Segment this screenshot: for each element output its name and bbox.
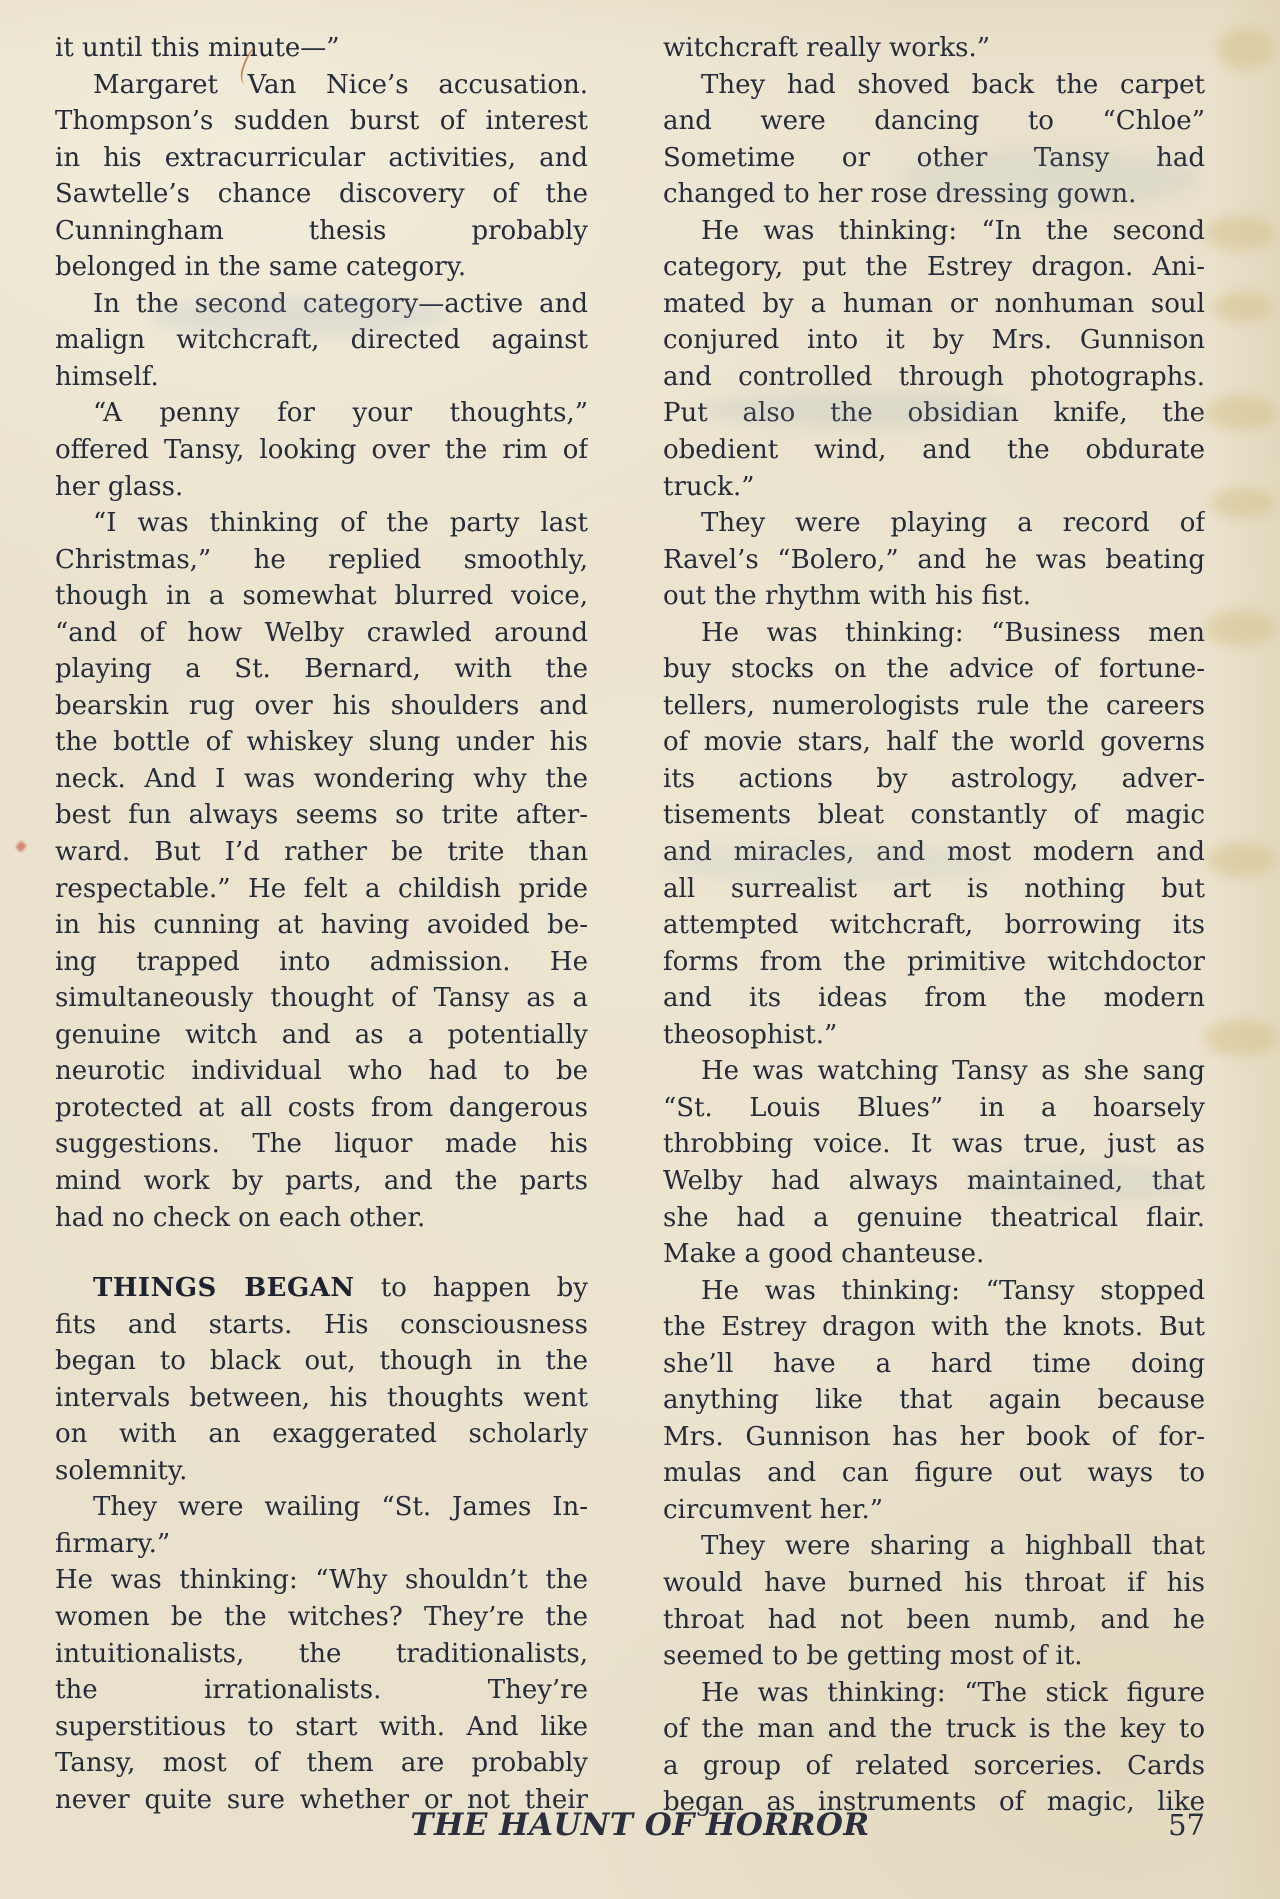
text-line: Sawtelle’s chance discovery of the <box>55 179 588 210</box>
text-line: and were dancing to “Chloe” <box>663 106 1205 137</box>
text-line: witchcraft really works.” <box>663 33 991 63</box>
text-line: They were sharing a highball that <box>701 1531 1205 1562</box>
text-line: “and of how Welby crawled around <box>55 617 588 648</box>
text-line: He was thinking: “Business men <box>701 617 1205 648</box>
text-line: throbbing voice. It was true, just as <box>663 1129 1205 1160</box>
text-line: He was watching Tansy as she sang <box>701 1056 1205 1087</box>
text-line: He was thinking: “In the second <box>701 215 1205 246</box>
text-line: offered Tansy, looking over the rim of <box>55 435 588 466</box>
text-line: Welby had always maintained, that <box>663 1165 1205 1196</box>
bleedthrough-spot <box>1207 843 1275 877</box>
text-line: He was thinking: “The stick figure <box>701 1677 1205 1708</box>
text-line: firmary.” <box>55 1528 171 1559</box>
text-line: Thompson’s sudden burst of interest <box>55 106 588 137</box>
text-line: belonged in the same category. <box>55 252 467 283</box>
text-line: respectable.” He felt a childish pride <box>55 873 588 904</box>
text-line: suggestions. The liquor made his <box>55 1129 588 1160</box>
text-line: himself. <box>55 361 159 392</box>
text-line: Tansy, most of them are probably <box>55 1748 588 1779</box>
page-number: 57 <box>1168 1808 1205 1842</box>
red-ink-mark <box>15 840 27 852</box>
text-line: began to black out, though in the <box>55 1346 588 1377</box>
text-line: tellers, numerologists rule the careers <box>663 690 1205 721</box>
text-line: category, put the Estrey dragon. Ani- <box>663 252 1205 283</box>
text-line: He was thinking: “Tansy stopped <box>701 1275 1205 1306</box>
text-line: tisements bleat constantly of magic <box>663 800 1205 831</box>
text-line: the irrationalists. They’re <box>55 1675 588 1706</box>
bleedthrough-spot <box>1205 216 1275 250</box>
text-line: she had a genuine theatrical flair. <box>663 1202 1205 1233</box>
text-line: of movie stars, half the world governs <box>663 727 1205 758</box>
text-line: in his cunning at having avoided be- <box>55 910 588 941</box>
bleedthrough-spot <box>1211 488 1275 518</box>
text-line: Margaret Van Nice’s accusation. <box>93 69 588 100</box>
text-line: had no check on each other. <box>55 1202 426 1233</box>
text-line: THINGS BEGAN to happen by <box>93 1273 588 1304</box>
text-line: changed to her rose dressing gown. <box>663 179 1137 210</box>
text-line: and its ideas from the modern <box>663 983 1205 1014</box>
text-line: obedient wind, and the obdurate <box>663 435 1205 466</box>
text-line: in his extracurricular activities, and <box>55 142 588 173</box>
text-line: bearskin rug over his shoulders and <box>55 690 588 721</box>
text-line: buy stocks on the advice of fortune- <box>663 654 1205 685</box>
text-line: all surrealist art is nothing but <box>663 873 1205 904</box>
text-line: “I was thinking of the party last <box>93 508 588 539</box>
text-line: mated by a human or nonhuman soul <box>663 288 1205 319</box>
text-line: on with an exaggerated scholarly <box>55 1419 588 1450</box>
text-line: They were wailing “St. James In- <box>93 1492 588 1523</box>
bleedthrough-spot <box>1205 396 1277 430</box>
bleedthrough-spot <box>1213 292 1273 322</box>
text-line: though in a somewhat blurred voice, <box>55 581 588 612</box>
text-line: Put also the obsidian knife, the <box>663 398 1205 429</box>
text-line: truck.” <box>663 471 755 502</box>
bleedthrough-spot <box>1205 610 1275 646</box>
text-line: forms from the primitive witchdoctor <box>663 946 1205 977</box>
bleedthrough-spot <box>1216 28 1274 70</box>
text-line: it until this minute—” <box>55 33 340 63</box>
text-line: fits and starts. His consciousness <box>55 1309 588 1340</box>
text-line: best fun always seems so trite after- <box>55 800 588 831</box>
text-line: circumvent her.” <box>663 1494 884 1525</box>
text-line: superstitious to start with. And like <box>55 1711 588 1742</box>
text-line: “A penny for your thoughts,” <box>93 398 588 429</box>
text-line: playing a St. Bernard, with the <box>55 654 588 685</box>
text-column-left <box>55 30 588 1818</box>
text-line: Mrs. Gunnison has her book of for- <box>663 1421 1205 1452</box>
text-line: and miracles, and most modern and <box>663 837 1205 868</box>
text-line: would have burned his throat if his <box>663 1567 1205 1598</box>
text-line: Christmas,” he replied smoothly, <box>55 544 588 575</box>
text-line: never quite sure whether or not their <box>55 1784 588 1815</box>
text-line: anything like that again because <box>663 1385 1205 1416</box>
text-line: Ravel’s “Bolero,” and he was beating <box>663 544 1205 575</box>
text-column-right <box>663 30 1205 1821</box>
text-line: In the second category—active and <box>93 288 588 319</box>
text-line: and controlled through photographs. <box>663 361 1205 392</box>
text-line: ing trapped into admission. He <box>55 946 588 977</box>
text-line: attempted witchcraft, borrowing its <box>663 910 1205 941</box>
text-line: women be the witches? They’re the <box>55 1601 588 1632</box>
bleedthrough-spot <box>1205 1020 1277 1056</box>
text-line: seemed to be getting most of it. <box>663 1641 1083 1672</box>
text-line: Sometime or other Tansy had <box>663 142 1205 173</box>
text-line: solemnity. <box>55 1455 188 1486</box>
text-line: Make a good chanteuse. <box>663 1239 985 1270</box>
text-line: Cunningham thesis probably <box>55 215 588 246</box>
text-line: ward. But I’d rather be trite than <box>55 837 588 868</box>
text-line: her glass. <box>55 471 184 502</box>
text-line: mulas and can figure out ways to <box>663 1458 1205 1489</box>
text-line: He was thinking: “Why shouldn’t the <box>55 1565 588 1596</box>
text-line: throat had not been numb, and he <box>663 1604 1205 1635</box>
text-line: mind work by parts, and the parts <box>55 1165 588 1196</box>
text-line: They had shoved back the carpet <box>701 69 1205 100</box>
text-line: a group of related sorceries. Cards <box>663 1750 1205 1781</box>
text-line: simultaneously thought of Tansy as a <box>55 983 588 1014</box>
page-footer <box>0 1802 1280 1852</box>
text-line: conjured into it by Mrs. Gunnison <box>663 325 1205 356</box>
text-line: the bottle of whiskey slung under his <box>55 727 588 758</box>
text-line: “St. Louis Blues” in a hoarsely <box>663 1092 1205 1123</box>
text-line: began as instruments of magic, like <box>663 1787 1205 1818</box>
text-line: genuine witch and as a potentially <box>55 1019 588 1050</box>
text-line: theosophist.” <box>663 1019 838 1050</box>
text-line: she’ll have a hard time doing <box>663 1348 1205 1379</box>
text-line: protected at all costs from dangerous <box>55 1092 588 1123</box>
text-line: the Estrey dragon with the knots. But <box>663 1312 1205 1343</box>
text-line: malign witchcraft, directed against <box>55 325 588 356</box>
text-line: neurotic individual who had to be <box>55 1056 588 1087</box>
text-line: of the man and the truck is the key to <box>663 1714 1205 1745</box>
section-lead-text: THINGS BEGAN <box>93 1273 355 1304</box>
text-line: out the rhythm with his fist. <box>663 581 1032 612</box>
running-title: THE HAUNT OF HORROR <box>410 1807 870 1843</box>
text-line: neck. And I was wondering why the <box>55 763 588 794</box>
text-line: They were playing a record of <box>701 508 1205 539</box>
text-line: its actions by astrology, adver- <box>663 763 1205 794</box>
text-line: intervals between, his thoughts went <box>55 1382 588 1413</box>
text-line: intuitionalists, the traditionalists, <box>55 1638 588 1669</box>
